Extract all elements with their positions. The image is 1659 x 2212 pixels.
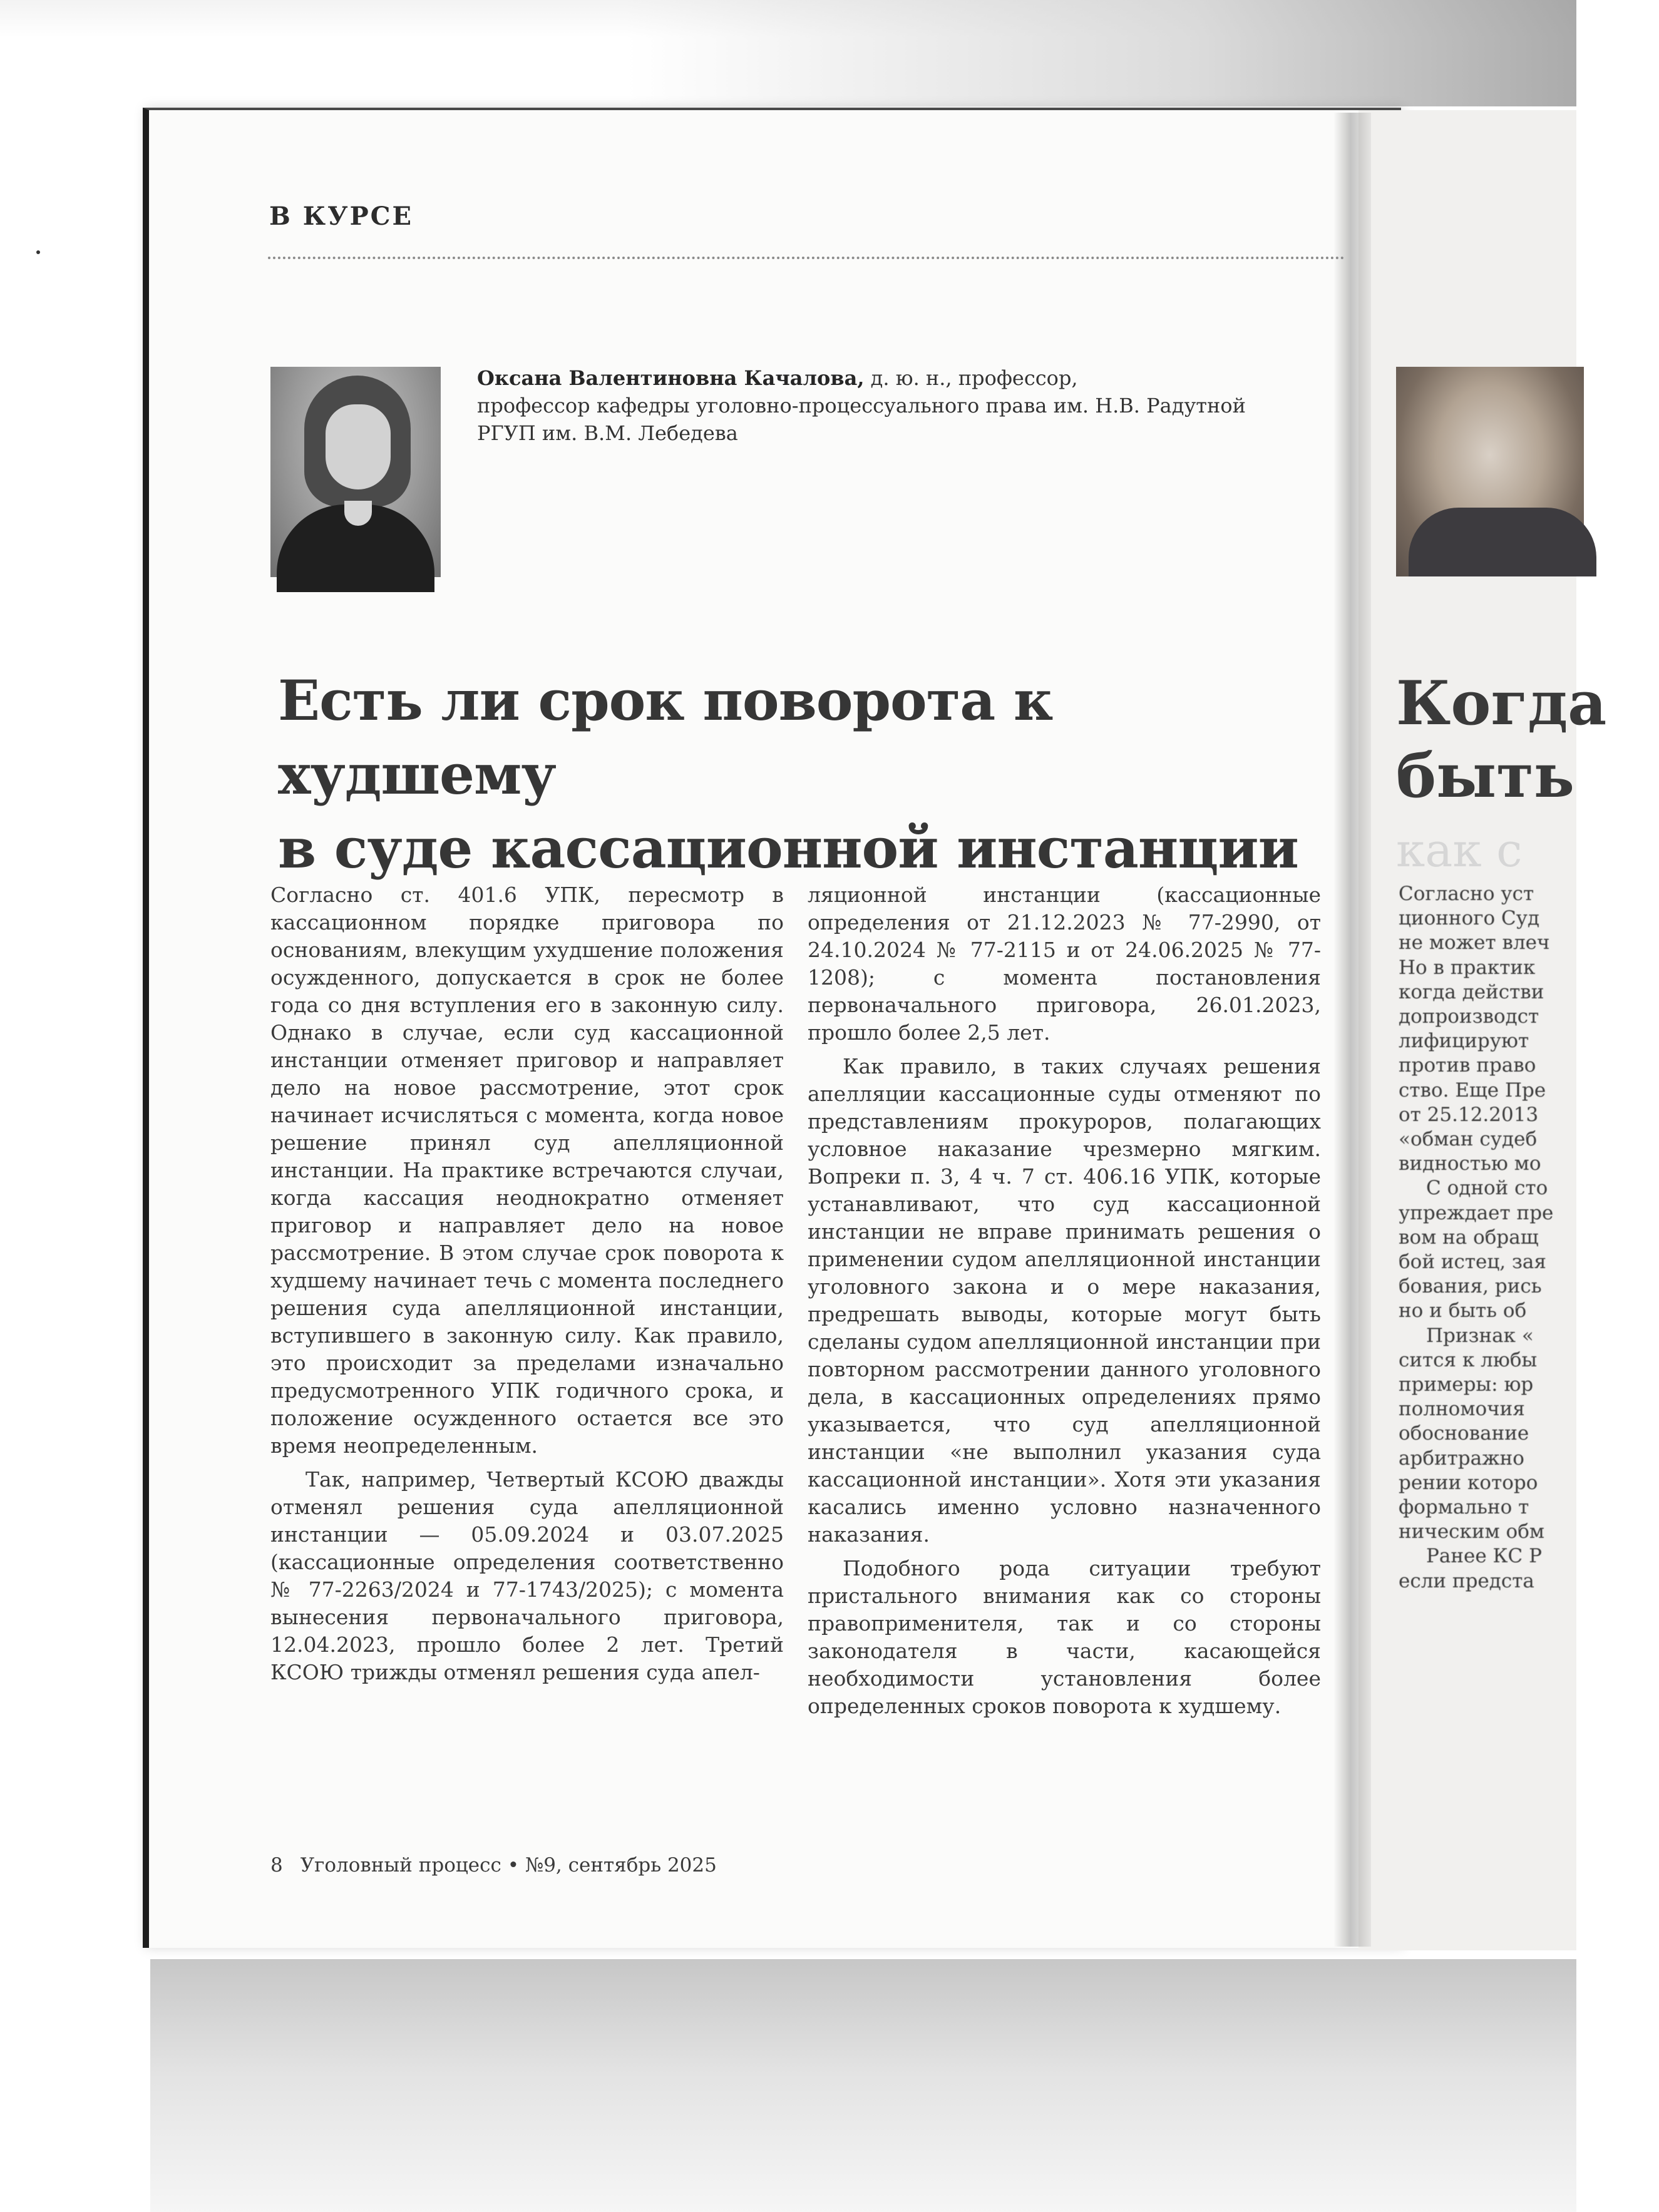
adjacent-text-line: Ранее КС Р: [1426, 1545, 1542, 1568]
adjacent-text-line: полномочия: [1399, 1398, 1525, 1421]
adjacent-text-line: видностью мо: [1399, 1152, 1541, 1175]
adjacent-text-line: но и быть об: [1399, 1299, 1527, 1323]
adjacent-text-line: лифицируют: [1399, 1030, 1529, 1053]
adjacent-text-line: сится к любы: [1399, 1348, 1538, 1371]
adjacent-text-line: допроизводст: [1399, 1005, 1539, 1028]
author-name: Оксана Валентиновна Качалова,: [477, 366, 865, 390]
adjacent-text-line: ционного Суд: [1399, 907, 1540, 930]
adjacent-title-line-2: быть: [1396, 740, 1574, 811]
page-number: 8: [270, 1854, 283, 1877]
scan-shadow-top: [626, 0, 1576, 106]
adjacent-text-line: «обман судеб: [1399, 1128, 1538, 1150]
adjacent-page: [1359, 110, 1607, 1950]
paragraph: Согласно ст. 401.6 УПК, пересмотр в кассационном порядке приговора по основаниям, влекущим ухудшение положения осужденного, допускается в срок не более года со дня вступления его в законную силу. Однако в случае, если суд кассационной инстанции отменяет приговор и направляет дело на новое рассмотрение, этот срок начинает исчисляться с момента, когда новое решение принял суд апелляционной инстанции. На практике встречаются случаи, когда кассация неоднократно отменяет приговор и направляет дело на новое рассмотрение. В этом случае срок поворота к худшему начинает течь с момента последнего решения суда апелляционной инстанции, вступившего в законную силу. Как правило, это происходит за пределами изначально предусмотренного УПК годичного срока, и положение осужденного остается все это время неопределенным.: [270, 883, 784, 1458]
adjacent-text-line: бой истец, зая: [1399, 1251, 1546, 1273]
article-column-left: [270, 881, 784, 1692]
adjacent-text-line: от 25.12.2013: [1399, 1103, 1539, 1126]
author-degree: д. ю. н., профессор,: [864, 366, 1078, 390]
adjacent-text-line: формально т: [1399, 1496, 1529, 1518]
article-column-right: [808, 881, 1321, 1726]
adjacent-text-line: ство. Еще Пре: [1399, 1078, 1546, 1102]
dotted-rule: [268, 257, 1345, 259]
adjacent-article-title: [1396, 667, 1659, 812]
adjacent-text-line: если предста: [1399, 1569, 1534, 1592]
journal-issue: Уголовный процесс • №9, сентябрь 2025: [300, 1854, 717, 1877]
adjacent-text-line: когда действи: [1399, 980, 1544, 1003]
adjacent-text-line: не может влеч: [1399, 931, 1550, 955]
author-photo: [270, 367, 441, 577]
article-title: [278, 663, 1342, 885]
page-spine-shadow: [1333, 113, 1371, 1947]
paragraph: Подобного рода ситуации требуют пристального внимания как со стороны правоприменителя, так и со стороны законодателя в части, касающейся необходимости установления более определенных сроков поворота к худшему.: [808, 1556, 1321, 1718]
author-affiliation: РГУП им. В.М. Лебедева: [477, 421, 738, 445]
adjacent-text-line: бования, рись: [1399, 1275, 1542, 1298]
author-position: профессор кафедры уголовно-процессуального права им. Н.В. Радутной: [477, 394, 1246, 417]
adjacent-text-line: против право: [1399, 1054, 1536, 1077]
adjacent-text-line: обоснование: [1399, 1422, 1529, 1445]
section-rubric: В КУРСЕ: [269, 202, 413, 231]
adjacent-text-line: Согласно уст: [1399, 883, 1534, 905]
adjacent-text-line: вом на обращ: [1399, 1226, 1539, 1249]
title-line-1: Есть ли срок поворота к худшему: [278, 668, 1053, 807]
adjacent-subtitle: как с: [1396, 824, 1523, 878]
page-footer: [270, 1854, 717, 1877]
paragraph: Так, например, Четвертый КСОЮ дважды отменял решения суда апелляционной инстанции — 05.09.2024 и 03.07.2025 (кассационные определения соответственно № 77-2263/2024 и 77-1743/2025); с момента вынесения первоначального приговора, 12.04.2023, прошло более 2 лет. Третий КСОЮ трижды отменял решения суда апел-: [270, 1467, 784, 1684]
author-line-1: [477, 364, 1291, 392]
scan-shadow-bottom: [150, 1959, 1576, 2212]
paragraph: ляционной инстанции (кассационные определения от 21.12.2023 № 77-2990, от 24.10.2024 № 77-2115 и от 24.06.2025 № 77-1208); с момента постановления первоначального приговора, 26.01.2023, прошло более 2,5 лет.: [808, 883, 1321, 1045]
paragraph: Как правило, в таких случаях решения апелляции кассационные суды отменяют по представлениям прокуроров, полагающих условное наказание чрезмерно мягким. Вопреки п. 3, 4 ч. 7 ст. 406.16 УПК, которые устанавливают, что суд кассационной инстанции не вправе принимать решения о применении судом апелляционной инстанции уголовного закона и о мере наказания, предрешать выводы, которые могут быть сделаны судом апелляционной инстанции при повторном рассмотрении данного уголовного дела, в кассационных определениях прямо указывается, что суд апелляционной инстанции «не выполнил указания суда кассационной инстанции». Хотя эти указания касались именно условно назначенного наказания.: [808, 1054, 1321, 1547]
title-line-2: в суде кассационной инстанции: [278, 816, 1298, 881]
adjacent-text-line: С одной сто: [1426, 1177, 1548, 1200]
adjacent-text-line: Но в практик: [1399, 956, 1536, 979]
adjacent-text-line: арбитражно: [1399, 1447, 1524, 1470]
adjacent-text-line: упреждает пре: [1399, 1201, 1554, 1224]
adjacent-text-line: ническим обм: [1399, 1520, 1544, 1544]
adjacent-title-line-1: Когда: [1396, 668, 1607, 739]
adjacent-author-photo: [1396, 367, 1584, 576]
adjacent-text-line: примеры: юр: [1399, 1373, 1534, 1396]
adjacent-text-line: Признак «: [1426, 1324, 1534, 1347]
scan-speck: [36, 250, 40, 254]
author-block: [477, 364, 1291, 447]
adjacent-text-line: рении которо: [1399, 1471, 1538, 1494]
